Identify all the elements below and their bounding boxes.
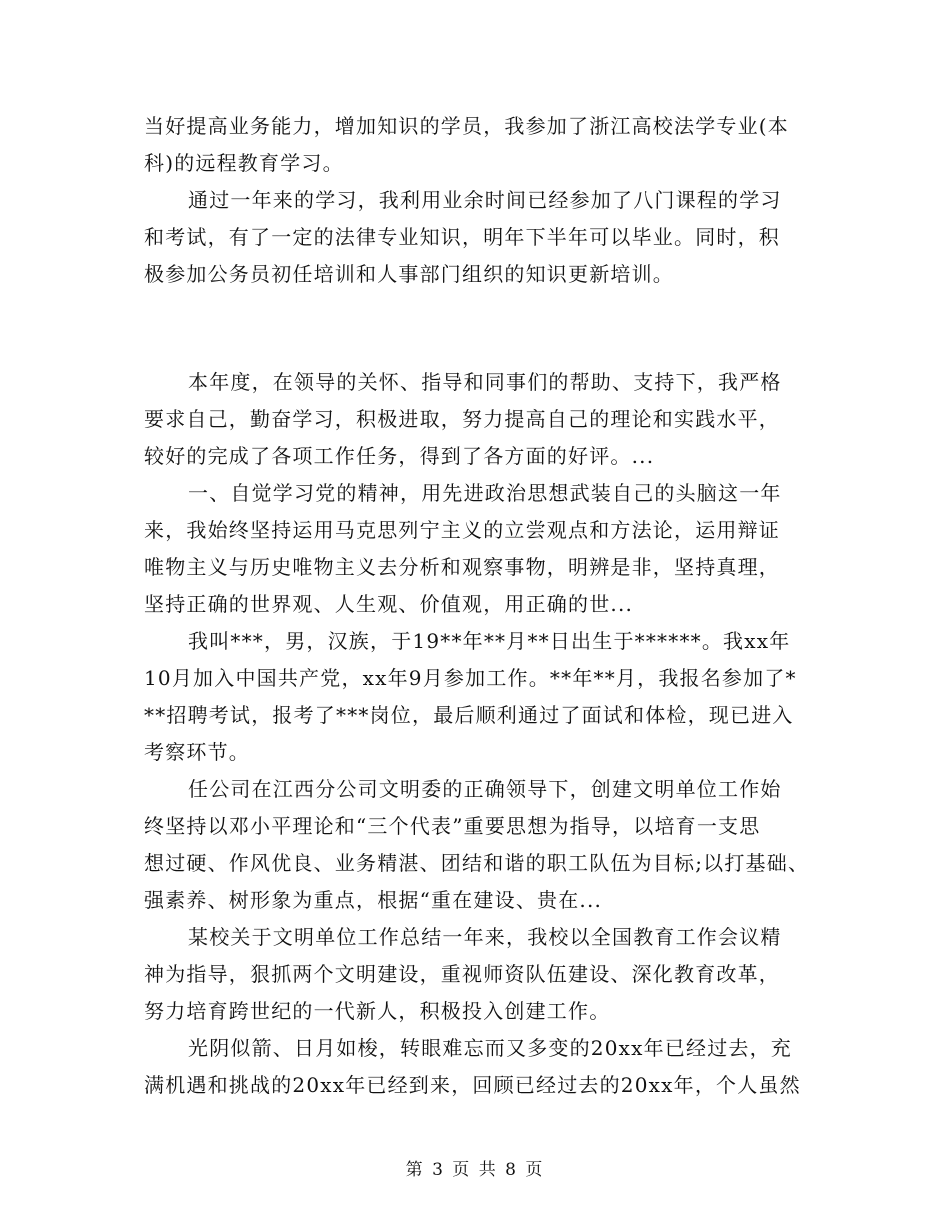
- paragraph-start-line: 本年度，在领导的关怀、指导和同事们的帮助、支持下，我严格: [188, 370, 782, 394]
- text-line: 要求自己，勤奋学习，积极进取，努力提高自己的理论和实践水平，: [144, 407, 780, 431]
- text-line: 神为指导，狠抓两个文明建设，重视师资队伍建设、深化教育改革，: [144, 962, 780, 986]
- text-line: 努力培育跨世纪的一代新人，积极投入创建工作。: [144, 999, 611, 1023]
- text-line: 坚持正确的世界观、人生观、价值观，用正确的世...: [144, 592, 634, 616]
- paragraph-start-line: 光阴似箭、日月如梭，转眼难忘而又多变的20xx年已经过去，充: [188, 1036, 793, 1060]
- text-line: 唯物主义与历史唯物主义去分析和观察事物，明辨是非，坚持真理，: [144, 555, 780, 579]
- paragraph-start-line: 我叫***，男，汉族，于19**年**月**日出生于******。我xx年: [188, 629, 791, 653]
- text-line: 想过硬、作风优良、业务精湛、团结和谐的职工队伍为目标;以打基础、: [144, 851, 810, 875]
- text-line: **招聘考试，报考了***岗位，最后顺利通过了面试和体检，现已进入: [144, 703, 794, 727]
- text-line: 科)的远程教育学习。: [144, 151, 344, 175]
- text-line: 来，我始终坚持运用马克思列宁主义的立尝观点和方法论，运用辩证: [144, 518, 780, 542]
- text-line: 满机遇和挑战的20xx年已经到来，回顾已经过去的20xx年，个人虽然: [144, 1073, 801, 1097]
- paragraph-start-line: 任公司在江西分公司文明委的正确领导下，创建文明单位工作始: [188, 777, 782, 801]
- paragraph-start-line: 某校关于文明单位工作总结一年来，我校以全国教育工作会议精: [188, 925, 782, 949]
- page-number-footer: 第 3 页 共 8 页: [405, 1160, 545, 1180]
- text-line: 当好提高业务能力，增加知识的学员，我参加了浙江高校法学专业(本: [144, 114, 790, 138]
- text-line: 较好的完成了各项工作任务，得到了各方面的好评。...: [144, 444, 655, 468]
- text-line: 10月加入中国共产党，xx年9月参加工作。**年**月，我报名参加了*: [144, 666, 797, 690]
- text-line: 极参加公务员初任培训和人事部门组织的知识更新培训。: [144, 262, 674, 286]
- paragraph-start-line: 一、自觉学习党的精神，用先进政治思想武装自己的头脑这一年: [188, 481, 782, 505]
- text-line: 终坚持以邓小平理论和“三个代表”重要思想为指导，以培育一支思: [144, 814, 761, 838]
- text-line: 和考试，有了一定的法律专业知识，明年下半年可以毕业。同时，积: [144, 225, 780, 249]
- text-line: 考察环节。: [144, 740, 250, 764]
- text-line: 强素养、树形象为重点，根据“重在建设、贵在...: [144, 888, 603, 912]
- paragraph-start-line: 通过一年来的学习，我利用业余时间已经参加了八门课程的学习: [188, 188, 782, 212]
